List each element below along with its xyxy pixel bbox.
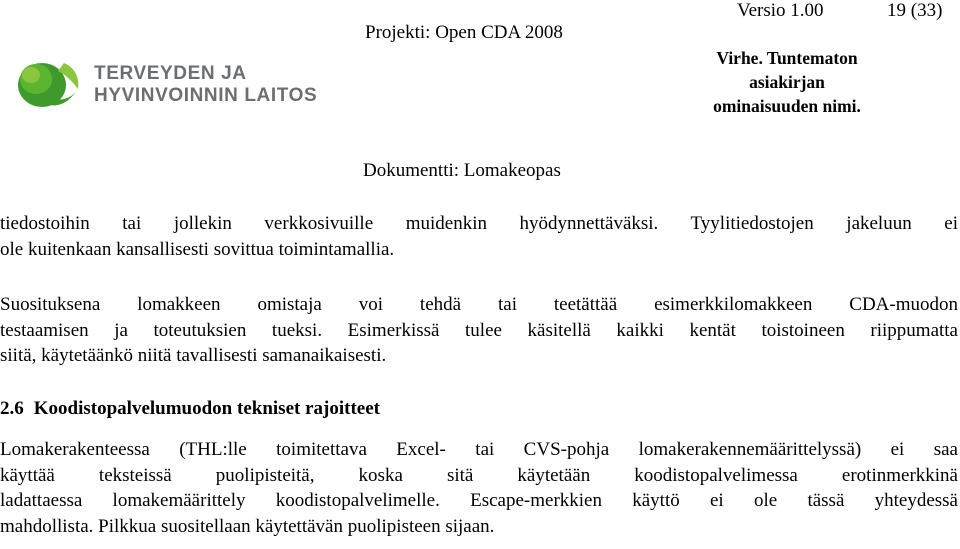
document-name: Dokumentti: Lomakeopas [363, 160, 561, 181]
paragraph-constraints [0, 437, 958, 539]
logo-text-line1: TERVEYDEN JA [94, 63, 247, 84]
section-number: 2.6 [0, 398, 24, 419]
project-name: Projekti: Open CDA 2008 [365, 22, 563, 43]
text-line: käyttää teksteissä puolipisteitä, koska sitä käytetään koodistopalvelimessa erotinmerkkinä [0, 464, 958, 486]
text-line: mahdollista. Pilkkua suositellaan käytettävän puolipisteen sijaan. [0, 515, 495, 537]
organization-logo [14, 55, 324, 111]
text-line: testaamisen ja toteutuksien tueksi. Esimerkissä tulee käsitellä kaikki kentät toistoineen riippumatta [0, 319, 958, 341]
text-line: Lomakerakenteessa (THL:lle toimitettava Excel- tai CVS-pohja lomakerakennemäärittelyssä) ei saa [0, 439, 958, 460]
document-version: Versio 1.00 [737, 0, 824, 21]
section-title: Koodistopalvelumuodon tekniset rajoitteet [33, 398, 380, 419]
paragraph-style-files [0, 211, 958, 262]
field-error-text: Virhe. Tuntematon asiakirjan ominaisuuden nimi. [713, 48, 861, 116]
page-number: 19 (33) [887, 0, 943, 21]
text-line: Suosituksena lomakkeen omistaja voi tehdä tai teetättää esimerkkilomakkeen CDA-muodon [0, 294, 958, 315]
paragraph-recommendation [0, 292, 958, 369]
leaf-logo-icon [14, 55, 86, 111]
text-line: ole kuitenkaan kansallisesti sovittua toimintamallia. [0, 238, 395, 260]
logo-text-line2: HYVINVOINNIN LAITOS [94, 85, 318, 106]
section-heading [0, 398, 380, 420]
text-line: siitä, käytetäänkö niitä tavallisesti samanaikaisesti. [0, 345, 387, 366]
text-line: tiedostoihin tai jollekin verkkosivuille muidenkin hyödynnettäväksi. Tyylitiedostojen jakeluun ei [0, 213, 958, 234]
text-line: ladattaessa lomakemäärittely koodistopalvelimelle. Escape-merkkien käyttö ei ole tässä yhteydessä [0, 490, 958, 511]
